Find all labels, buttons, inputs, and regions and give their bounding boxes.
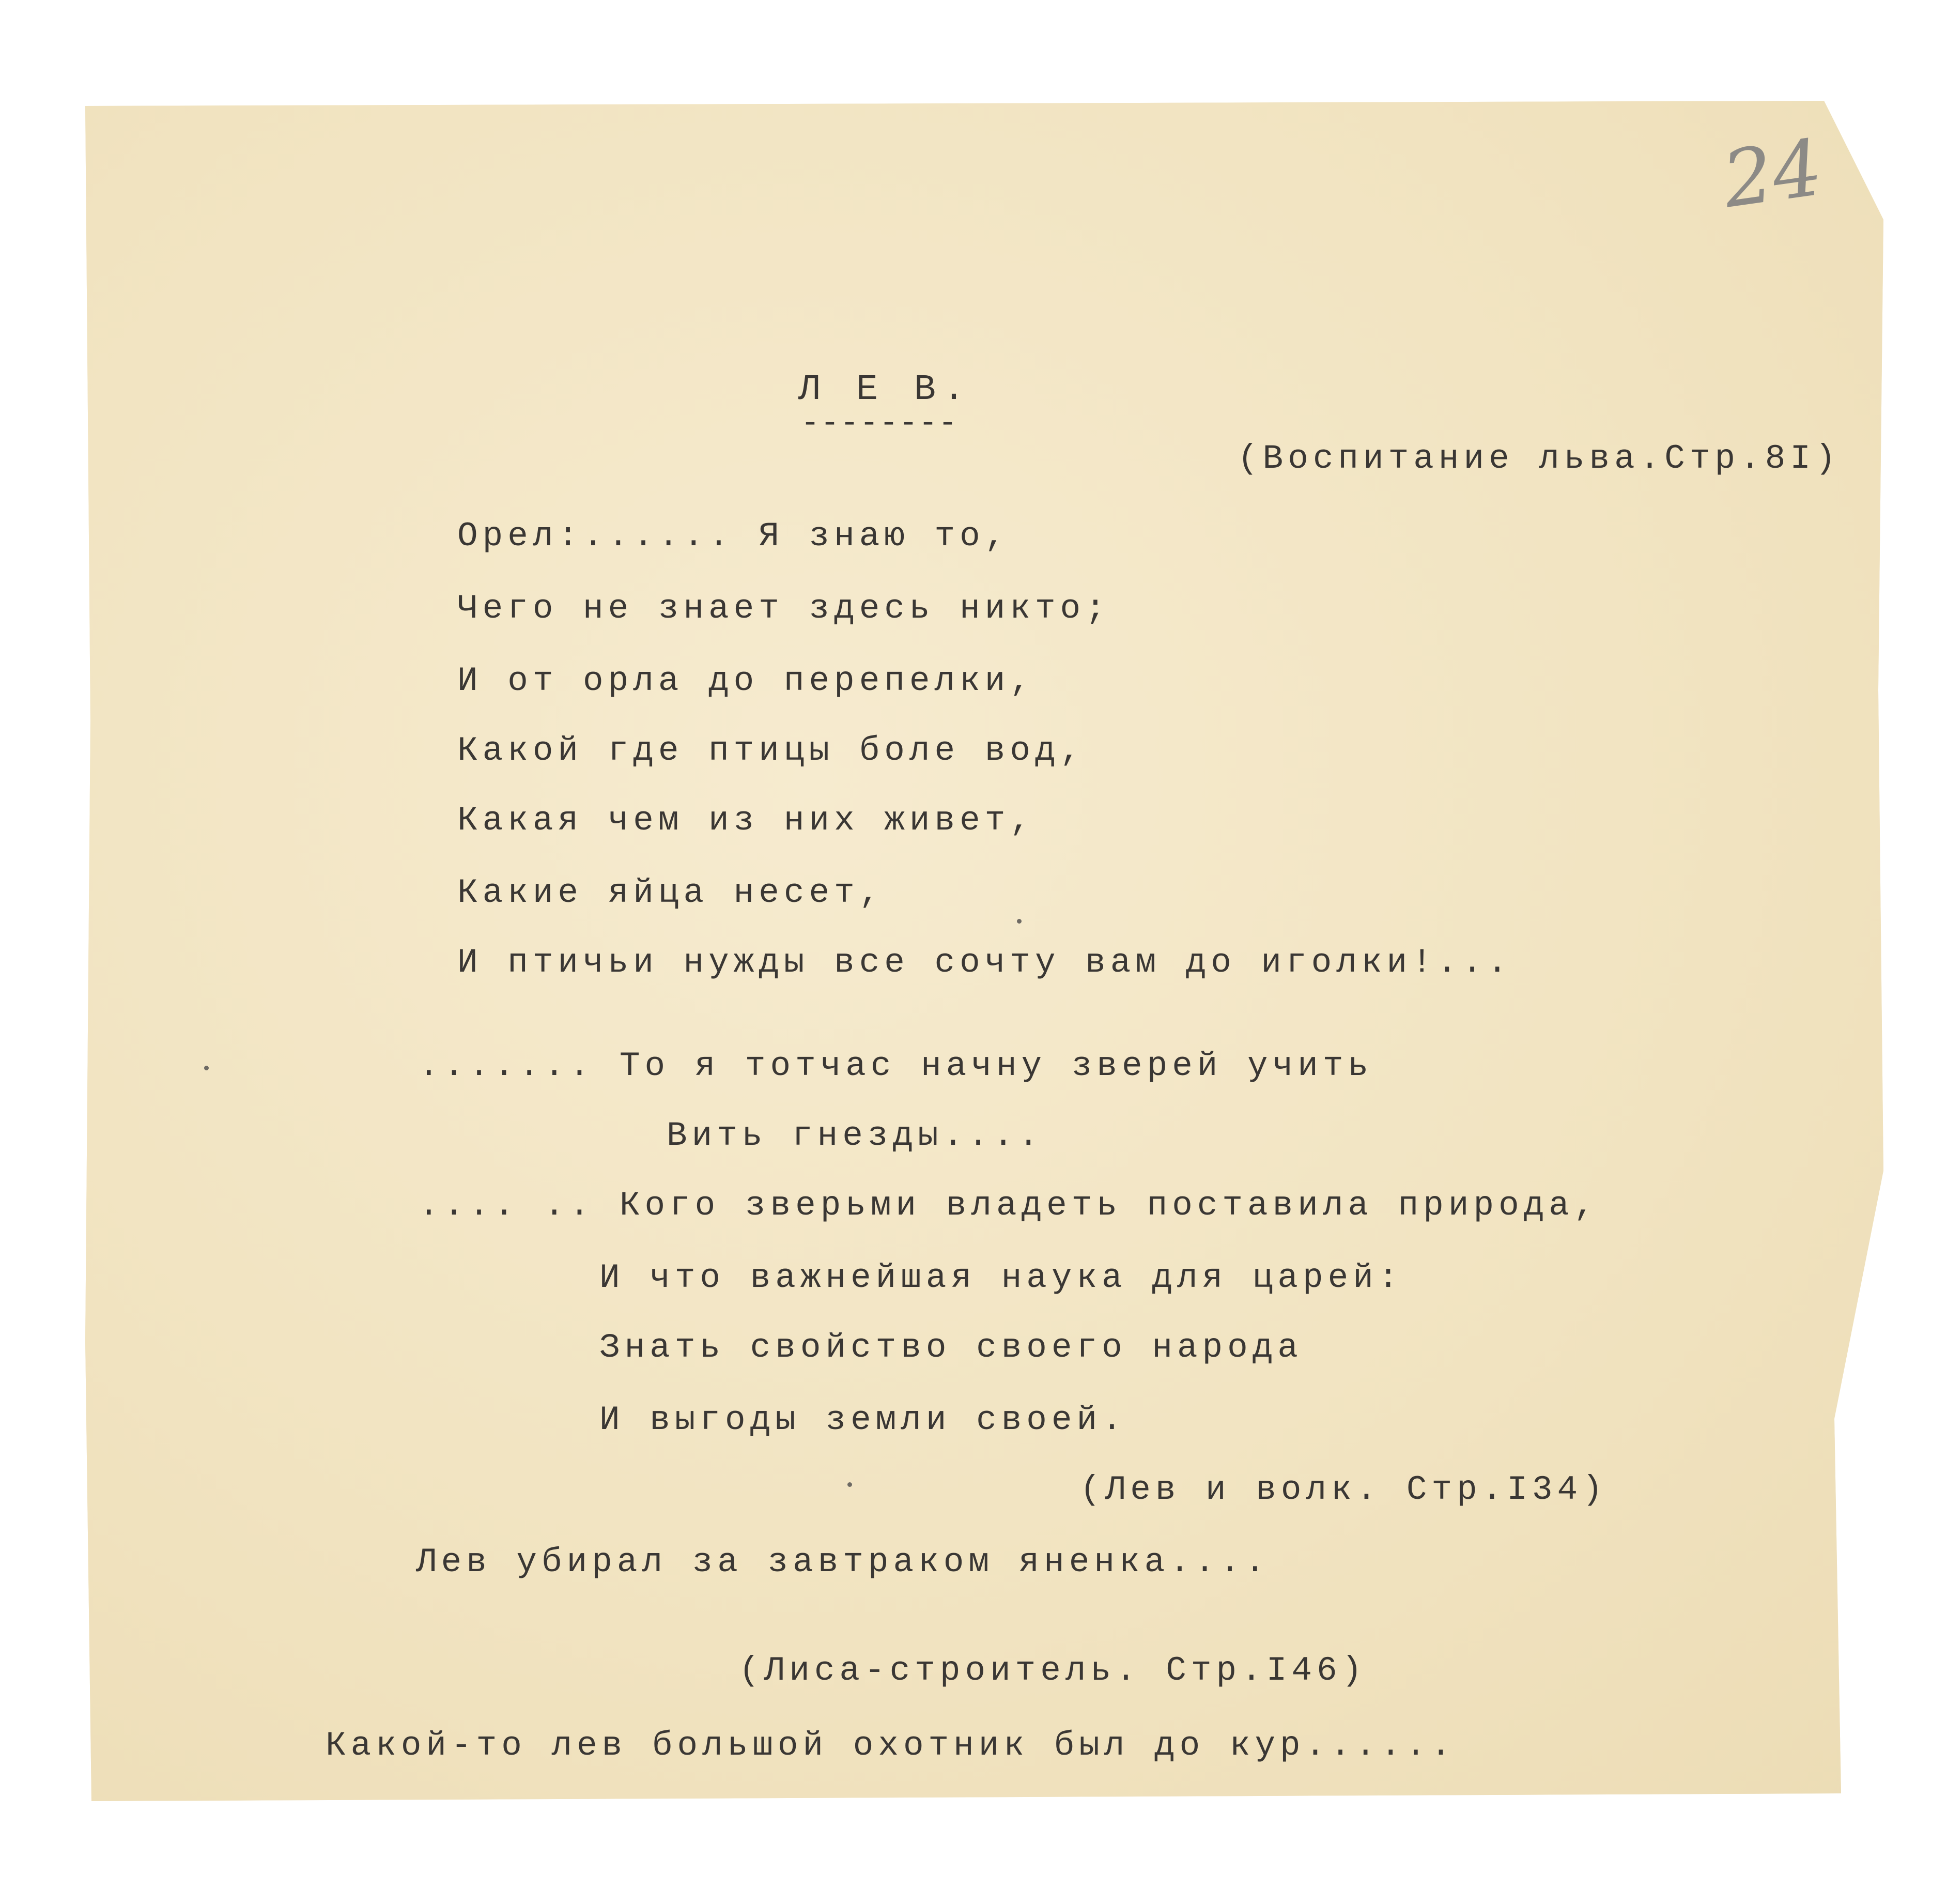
stray-ink-dot <box>1017 919 1022 924</box>
verse-line: Чего не знает здесь никто; <box>457 589 1110 628</box>
title-underline: -------- <box>801 406 959 441</box>
verse-line: Какие яйца несет, <box>457 873 885 912</box>
verse-line: И птичьи нужды все сочту вам до иголки!... <box>457 943 1512 982</box>
verse-line: Какая чем из них живет, <box>457 801 1035 840</box>
verse-line: Орел:...... Я знаю то, <box>457 517 1010 556</box>
verse-line: Знать свойство своего народа <box>599 1328 1303 1367</box>
source-reference: (Лиса-строитель. Стр.I46) <box>739 1651 1367 1690</box>
source-reference: (Воспитание льва.Стр.8I) <box>1238 439 1841 478</box>
verse-line: Какой где птицы боле вод, <box>457 731 1086 770</box>
verse-line: ....... То я тотчас начну зверей учить <box>419 1047 1373 1085</box>
verse-line: Какой-то лев большой охотник был до кур...... <box>326 1726 1456 1765</box>
document-title: Л Е В. <box>798 370 972 410</box>
verse-line: .... .. Кого зверьми владеть поставила природа, <box>419 1186 1599 1225</box>
stray-ink-dot <box>847 1482 852 1487</box>
source-reference: (Лев и волк. Стр.I34) <box>1080 1470 1608 1509</box>
verse-line: И что важнейшая наука для царей: <box>599 1258 1403 1297</box>
stray-ink-dot <box>204 1066 209 1070</box>
handwritten-page-number: 24 <box>1717 122 1828 226</box>
verse-line: И от орла до перепелки, <box>457 662 1035 700</box>
verse-line: И выгоды земли своей. <box>599 1401 1127 1439</box>
verse-line: Лев убирал за завтраком яненка.... <box>416 1543 1270 1581</box>
verse-line: Вить гнезды.... <box>667 1116 1044 1155</box>
